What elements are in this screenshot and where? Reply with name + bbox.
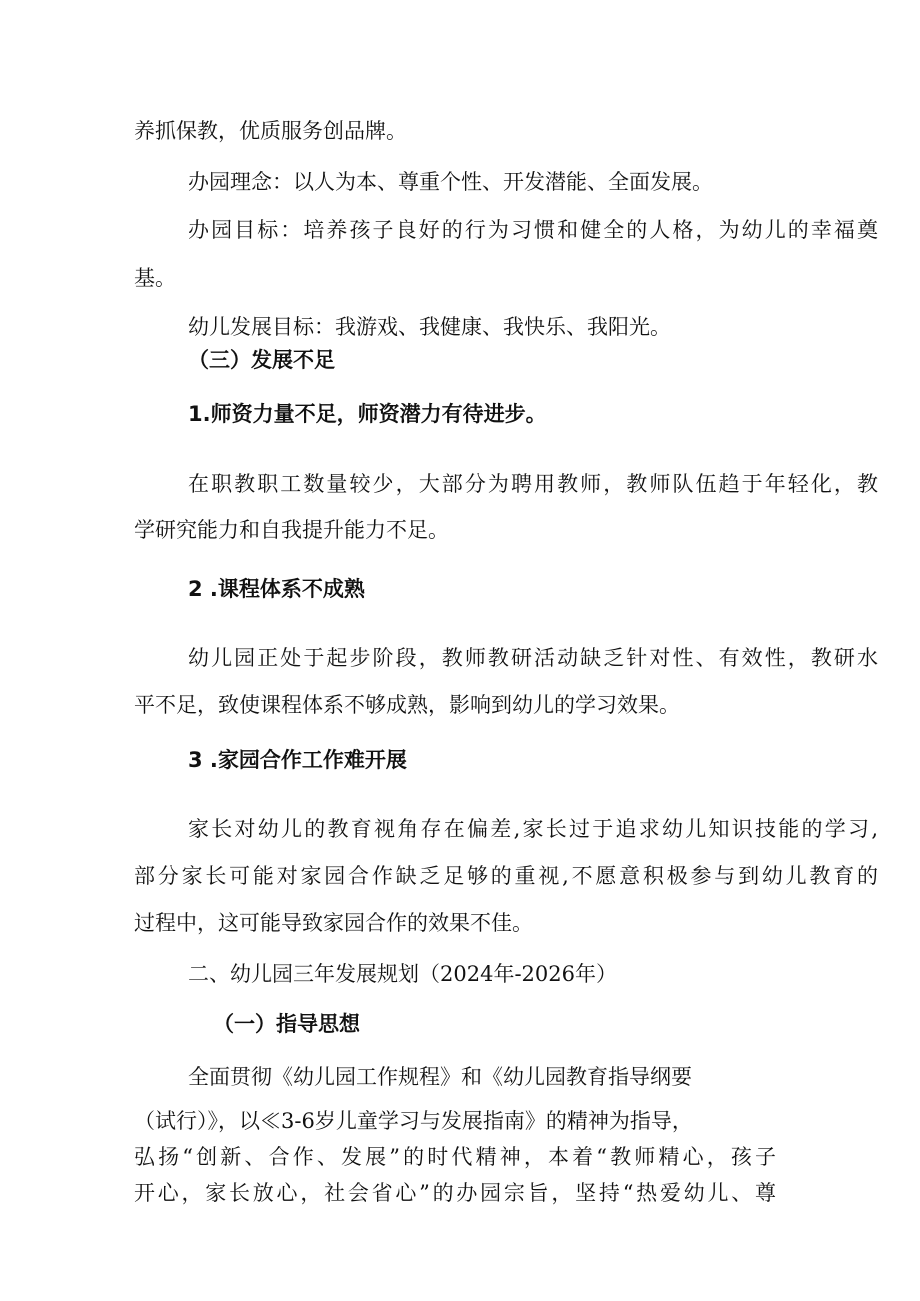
paragraph-line: 幼儿发展目标：我游戏、我健康、我快乐、我阳光。 (188, 315, 671, 339)
paragraph-line: 养抓保教，优质服务创品牌。 (134, 119, 407, 143)
paragraph-line: 弘扬“创新、合作、发展”的时代精神，本着“教师精心，孩子 (134, 1145, 776, 1169)
subsection-heading: 2 .课程体系不成熟 (188, 577, 365, 601)
paragraph-line: 基。 (134, 266, 176, 290)
paragraph-line: 幼儿园正处于起步阶段，教师教研活动缺乏针对性、有效性，教研水 (188, 646, 878, 670)
paragraph-line: 全面贯彻《幼儿园工作规程》和《幼儿园教育指导纲要 (188, 1065, 692, 1089)
subsection-heading: 1.师资力量不足，师资潜力有待进步。 (188, 402, 547, 426)
paragraph-line: 在职教职工数量较少，大部分为聘用教师，教师队伍趋于年轻化，教 (188, 472, 878, 496)
subsection-heading: （一）指导思想 (213, 1012, 360, 1036)
paragraph-line: 开心，家长放心，社会省心”的办园宗旨，坚持“热爱幼儿、尊 (134, 1181, 776, 1205)
paragraph-line: 办园理念：以人为本、尊重个性、开发潜能、全面发展。 (188, 170, 713, 194)
paragraph-line: 办园目标：培养孩子良好的行为习惯和健全的人格，为幼儿的幸福奠 (188, 218, 878, 242)
paragraph-line: 过程中，这可能导致家园合作的效果不佳。 (134, 911, 533, 935)
paragraph-line: 部分家长可能对家园合作缺乏足够的重视,不愿意积极参与到幼儿教育的 (134, 864, 878, 888)
paragraph-line: 学研究能力和自我提升能力不足。 (134, 518, 449, 542)
subsection-heading: 3 .家园合作工作难开展 (188, 748, 407, 772)
section-heading: 二、幼儿园三年发展规划（2024年-2026年） (188, 962, 617, 986)
section-heading: （三）发展不足 (188, 348, 335, 372)
paragraph-line: （试行）》，以≪3-6岁儿童学习与发展指南》的精神为指导， (134, 1109, 693, 1133)
paragraph-line: 平不足，致使课程体系不够成熟，影响到幼儿的学习效果。 (134, 693, 680, 717)
paragraph-line: 家长对幼儿的教育视角存在偏差,家长过于追求幼儿知识技能的学习, (188, 817, 878, 841)
